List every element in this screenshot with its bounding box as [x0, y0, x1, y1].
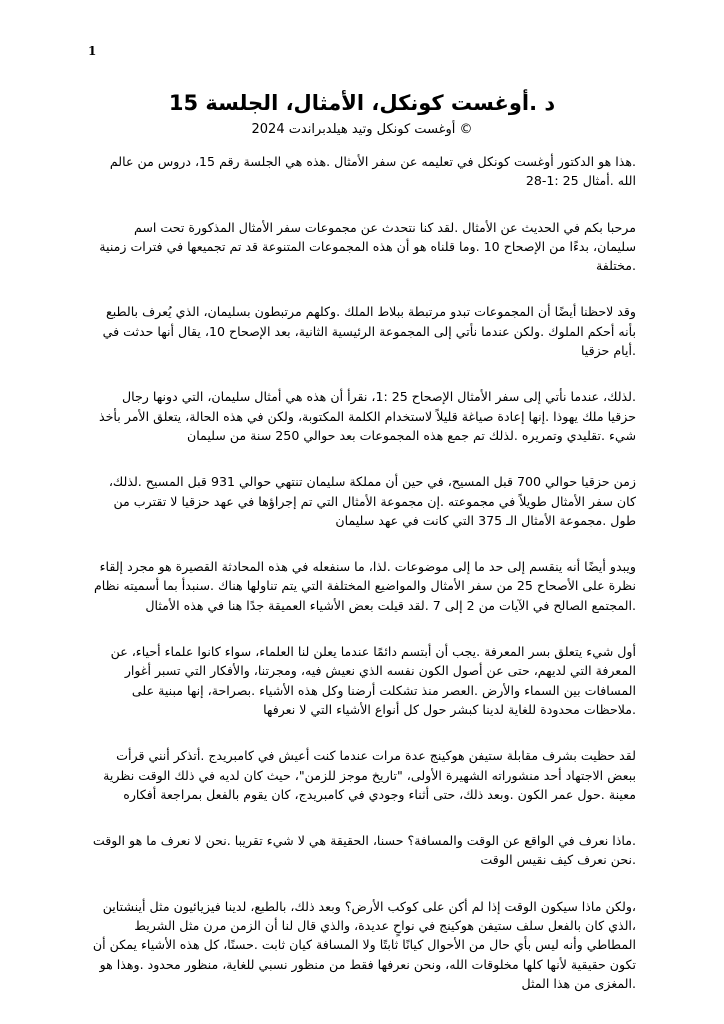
- document-header: [90, 88, 634, 140]
- paragraph: مرحبا بكم في الحديث عن الأمثال .لقد كنا نتحدث عن مجموعات سفر الأمثال المذكورة تحت اسم سليمان، بدءًا من الإصحاح 10 .وما قلناه هو أن هذه المجموعات المتنوعة قد تم تجميعها في فترات زمنية .مختلفة: [99, 219, 636, 274]
- copyright-line: أوغست كونكل وتيد هيلدبراندت 2024 ©: [251, 122, 473, 137]
- paragraph: وقد لاحظنا أيضًا أن المجموعات تبدو مرتبطة ببلاط الملك .وكلهم مرتبطون بسليمان، الذي يُعرف بالطبع بأنه أحكم الملوك .ولكن عندما نأتي إلى المجموعة الرئيسية الثانية، بعد الإصحاح 10، يقال أنها حدثت في .أيام حزقيا: [102, 304, 636, 359]
- page-number: 1: [88, 44, 97, 58]
- paragraph: أول شيء يتعلق بسر المعرفة .يجب أن أبتسم دائمًا عندما يعلن لنا العلماء، سواء كانوا علماء أحياء، عن المعرفة التي لديهم، حتى عن أصول الكون نفسه الذي نعيش فيه، ومجرتنا، والأفكار التي تسبر أغوار المسافات بين السماء والأرض .العصر منذ تشكلت أرضنا وكل هذه الأشياء .بصراحة، إنها مبنية على .ملاحظات محدودة للغاية لدينا كبشر حول كل أنواع الأشياء التي لا نعرفها: [110, 644, 636, 717]
- paragraph: لقد حظيت بشرف مقابلة ستيفن هوكينج عدة مرات عندما كنت أعيش في كامبريدج .أتذكر أنني قرأت ببعض الاجتهاد أحد منشوراته الشهيرة الأولى، "تاريخ موجز للزمن"، حيث كان لديه في ذلك الوقت نظرية معينة .حول عمر الكون .وبعد ذلك، حتى أثناء وجودي في كامبريدج، كان يقوم بالفعل بمراجعة أفكاره: [103, 748, 636, 802]
- document-title: د .أوغست كونكل، الأمثال، الجلسة 15: [168, 91, 556, 115]
- paragraph: .ماذا نعرف في الواقع عن الوقت والمسافة؟ حسنا، الحقيقة هي لا شيء تقريبا .نحن لا نعرف ما هو الوقت .نحن نعرف كيف نقيس الوقت: [92, 833, 636, 868]
- paragraph: ،ولكن ماذا سيكون الوقت إذا لم أكن على كوكب الأرض؟ وبعد ذلك، بالطبع، لدينا فيزيائيون مثل أينشتاين ،الذي كان بالفعل سلف ستيفن هوكينج في نواحٍ عديدة، والذي قال لنا أن الزمن مرن مثل الشريط المطاطي وأنه ليس بأي حال من الأحوال كيانًا ثابتًا ولا المسافة كيان ثابت .حسنًا، كل هذه الأشياء يمكن أن تكون حقيقية لأنها كلها مخلوقات الله، ونحن نعرفها فقط من منظور نسبي للغاية، منظور محدود .وهذا هو .المغزى من هذا المثل: [92, 898, 636, 991]
- paragraph: .لذلك، عندما نأتي إلى سفر الأمثال الإصحاح 25 :1، نقرأ أن هذه هي أمثال سليمان، التي دونها رجال حزقيا ملك يهوذا .إنها إعادة صياغة قليلاً لاستخدام الكلمة المكتوبة، ولكن في هذه الحالة، يتعلق الأمر بأخذ شيء .تقليدي وتمريره .لذلك تم جمع هذه المجموعات بعد حوالي 250 سنة من سليمان: [99, 389, 636, 443]
- paragraph: ويبدو أيضًا أنه ينقسم إلى حد ما إلى موضوعات .لذا، ما سنفعله في هذه المحادثة القصيرة هو مجرد إلقاء نظرة على الأصحاح 25 من سفر الأمثال والمواضيع المختلفة التي يتم تناولها هناك .سنبدأ بما أسميته نظام .المجتمع الصالح في الآيات من 2 إلى 7 .لقد قيلت بعض الأشياء العميقة جدًا هنا في هذه الأمثال: [93, 559, 636, 613]
- paragraph: زمن حزقيا حوالي 700 قبل المسيح، في حين أن مملكة سليمان تنتهي حوالي 931 قبل المسيح .لذلك، كان سفر الأمثال طويلاً في مجموعته .إن مجموعة الأمثال التي تم إجراؤها في عهد حزقيا لا تقترب من طول .مجموعة الأمثال الـ 375 التي كانت في عهد سليمان: [108, 474, 636, 528]
- paragraph: .هذا هو الدكتور أوغست كونكل في تعليمه عن سفر الأمثال .هذه هي الجلسة رقم 15، دروس من عالم الله .أمثال 25 :1-28: [109, 154, 636, 189]
- document-body: [90, 152, 636, 1020]
